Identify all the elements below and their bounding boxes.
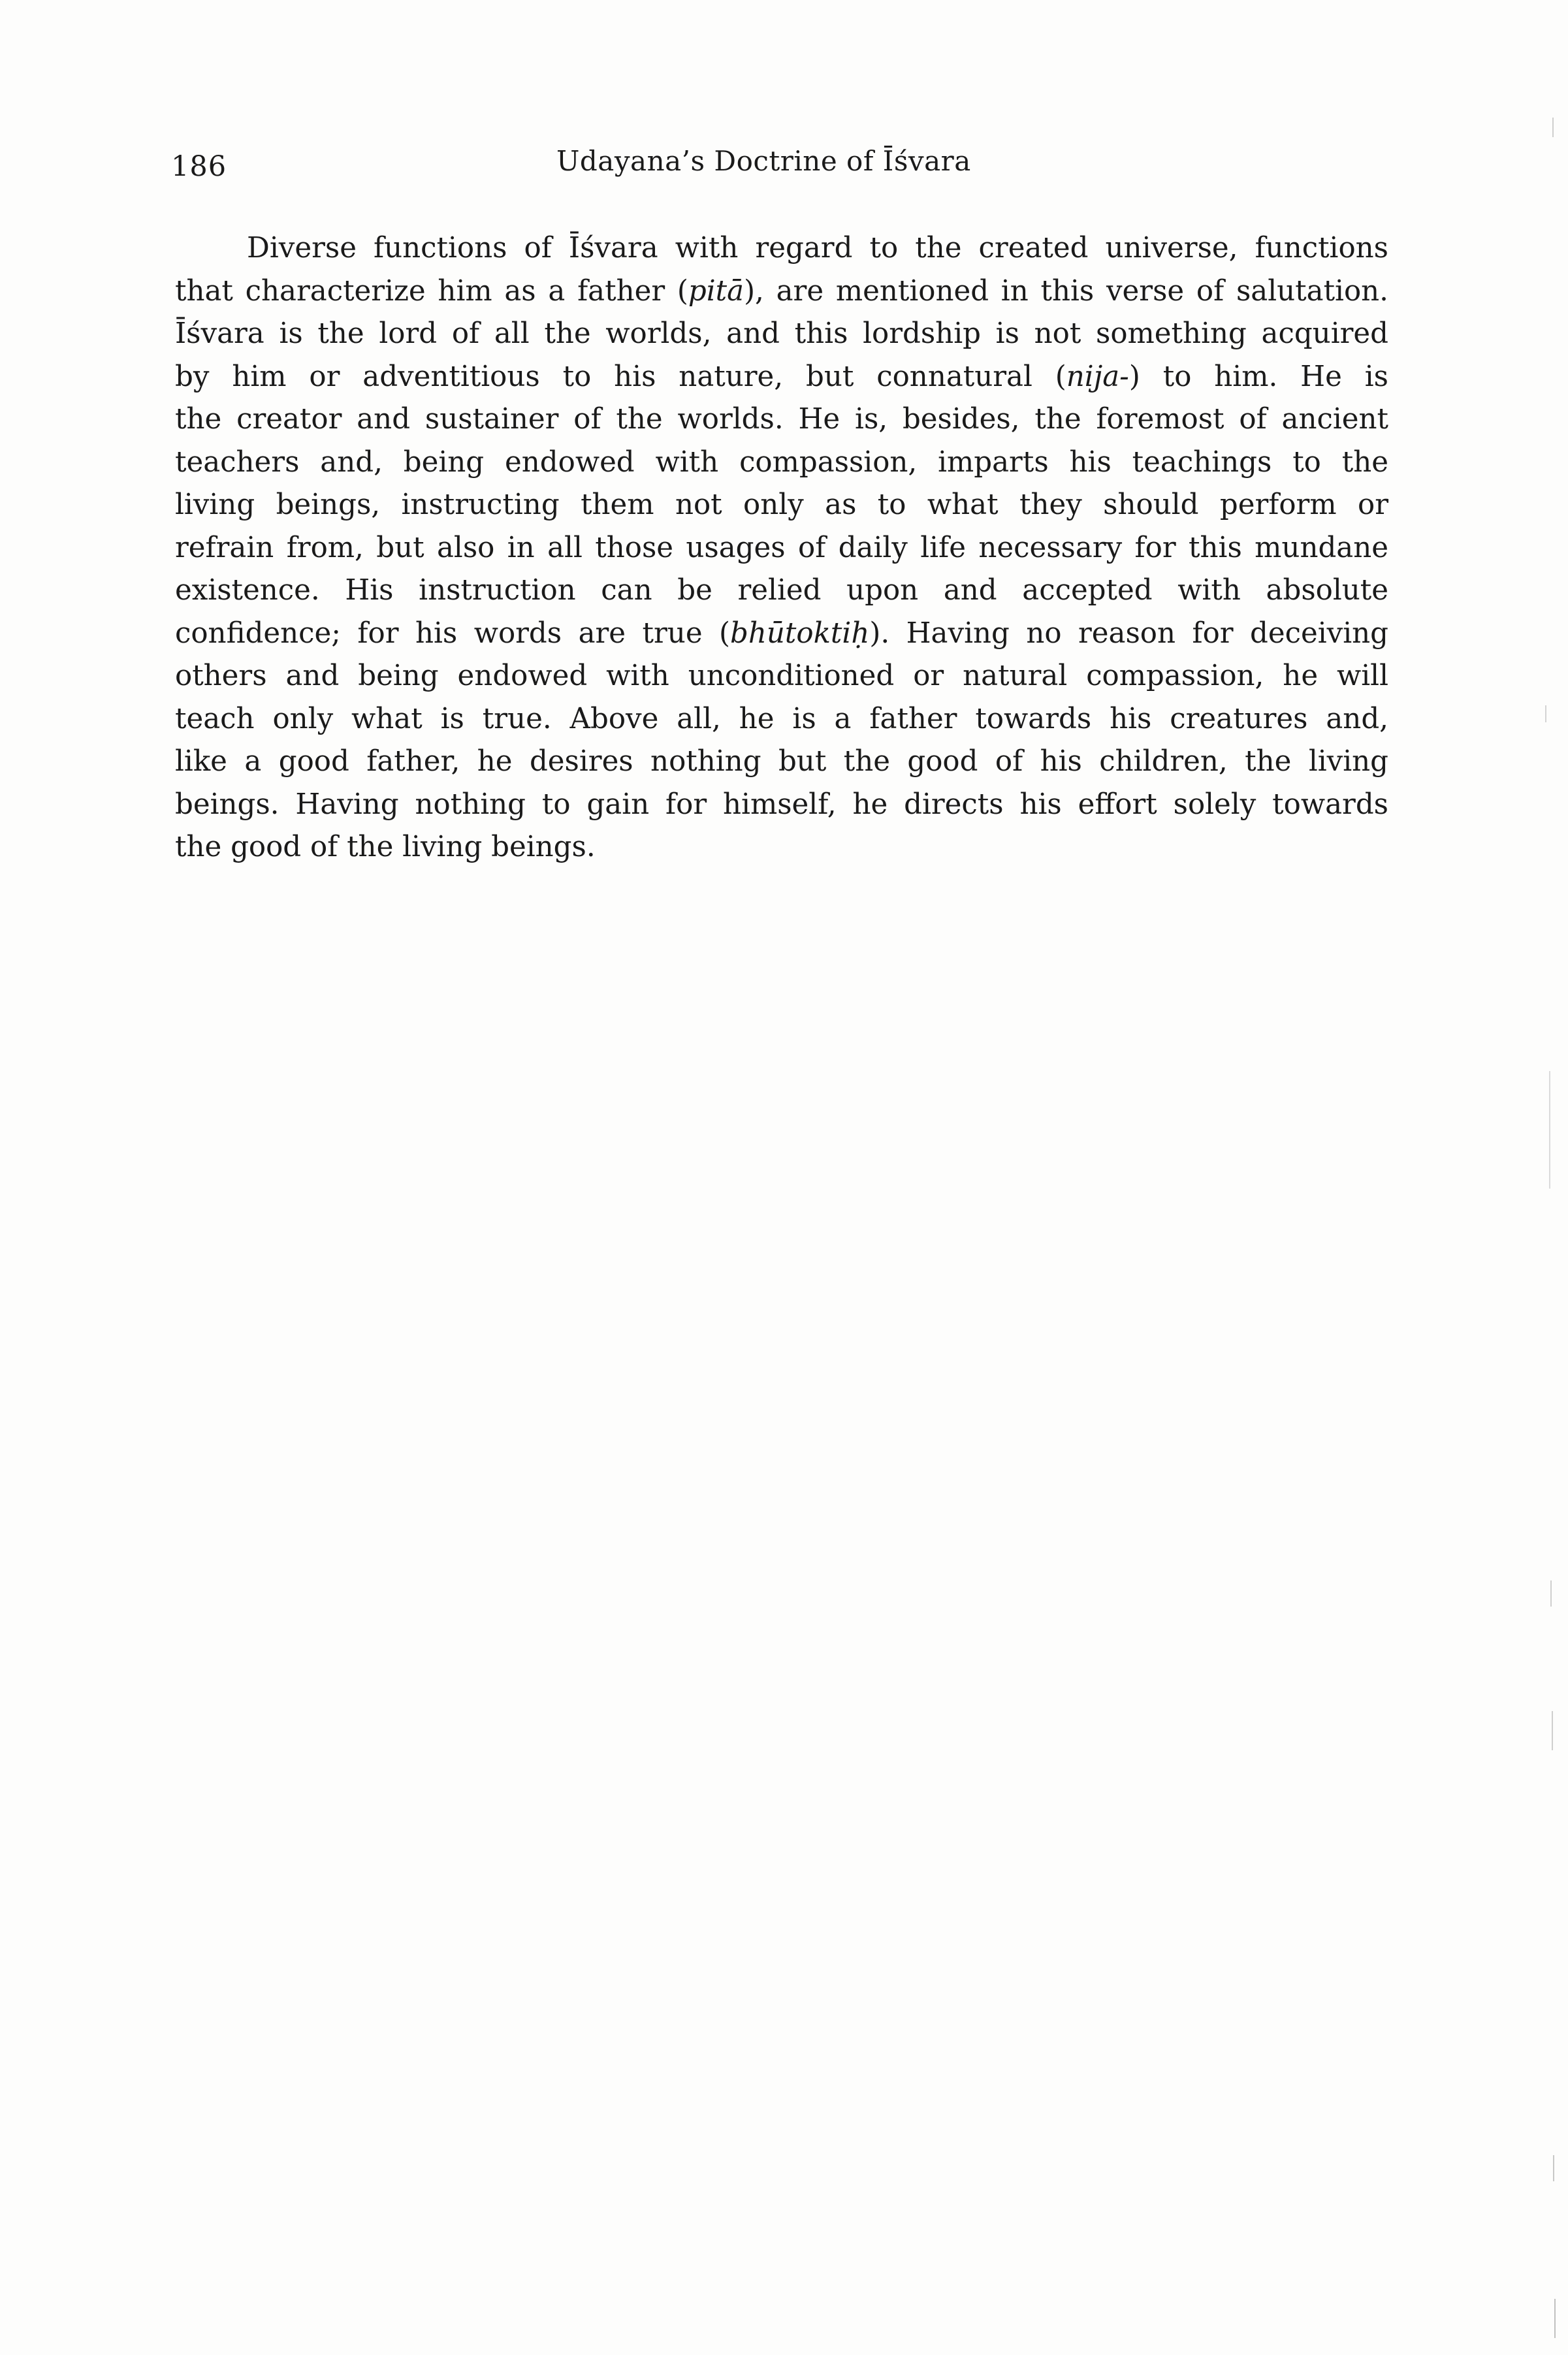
scan-edge-mark: [1554, 2299, 1556, 2338]
text-segment: that characterize him as a father (: [175, 274, 688, 308]
text-line: [175, 613, 1388, 656]
text-line: [175, 698, 1388, 741]
text-segment: confidence; for his words are true (: [175, 617, 731, 650]
scan-edge-mark: [1549, 1071, 1550, 1189]
text-line: [175, 484, 1388, 527]
text-segment: teach only what is true. Above all, he is a father towards his creatures and,: [175, 702, 1388, 735]
text-segment: others and being endowed with unconditioned or natural compassion, he will: [175, 660, 1388, 692]
text-segment: beings. Having nothing to gain for himself, he directs his effort solely towards: [175, 788, 1388, 821]
text-line: [175, 270, 1388, 313]
text-segment: ) to him. He is: [1128, 360, 1388, 393]
scan-edge-mark: [1545, 705, 1546, 722]
text-line: [175, 741, 1388, 784]
text-line: [175, 398, 1388, 441]
text-line: [175, 227, 1388, 270]
body-paragraph: [175, 227, 1388, 869]
text-line: [175, 527, 1388, 570]
text-line: [175, 826, 1388, 869]
italic-term: pitā: [688, 274, 744, 308]
text-line: [175, 784, 1388, 827]
running-title: Udayana’s Doctrine of Īśvara: [556, 145, 971, 177]
text-segment: refrain from, but also in all those usages of daily life necessary for this mundane: [175, 531, 1388, 564]
text-segment: existence. His instruction can be relied upon and accepted with absolute: [175, 574, 1388, 607]
text-segment: the creator and sustainer of the worlds. He is, besides, the foremost of ancient: [175, 403, 1388, 436]
text-segment: Īśvara is the lord of all the worlds, and this lordship is not something acquired: [175, 317, 1388, 350]
italic-term: nija-: [1066, 360, 1129, 393]
text-line: [175, 313, 1388, 356]
running-head: [171, 145, 1387, 197]
text-segment: ), are mentioned in this verse of salutation.: [744, 274, 1388, 308]
scan-edge-mark: [1552, 118, 1554, 137]
text-segment: teachers and, being endowed with compassion, imparts his teachings to the: [175, 445, 1388, 479]
text-line: [175, 569, 1388, 613]
scan-edge-mark: [1550, 1580, 1552, 1607]
text-segment: ). Having no reason for deceiving: [869, 617, 1388, 650]
text-segment: Diverse functions of Īśvara with regard to the created universe, functions: [247, 232, 1388, 264]
italic-term: bhūtoktiḥ: [730, 617, 870, 650]
page-number: 186: [171, 150, 227, 183]
text-line: [175, 356, 1388, 399]
text-segment: like a good father, he desires nothing but the good of his children, the living: [175, 745, 1388, 778]
text-segment: by him or adventitious to his nature, but connatural (: [175, 360, 1066, 393]
text-segment: the good of the living beings.: [175, 831, 596, 863]
text-line: [175, 441, 1388, 485]
text-segment: living beings, instructing them not only as to what they should perform or: [175, 489, 1388, 521]
text-line: [175, 655, 1388, 698]
scan-edge-mark: [1552, 1711, 1553, 1750]
scan-edge-mark: [1553, 2155, 1554, 2181]
